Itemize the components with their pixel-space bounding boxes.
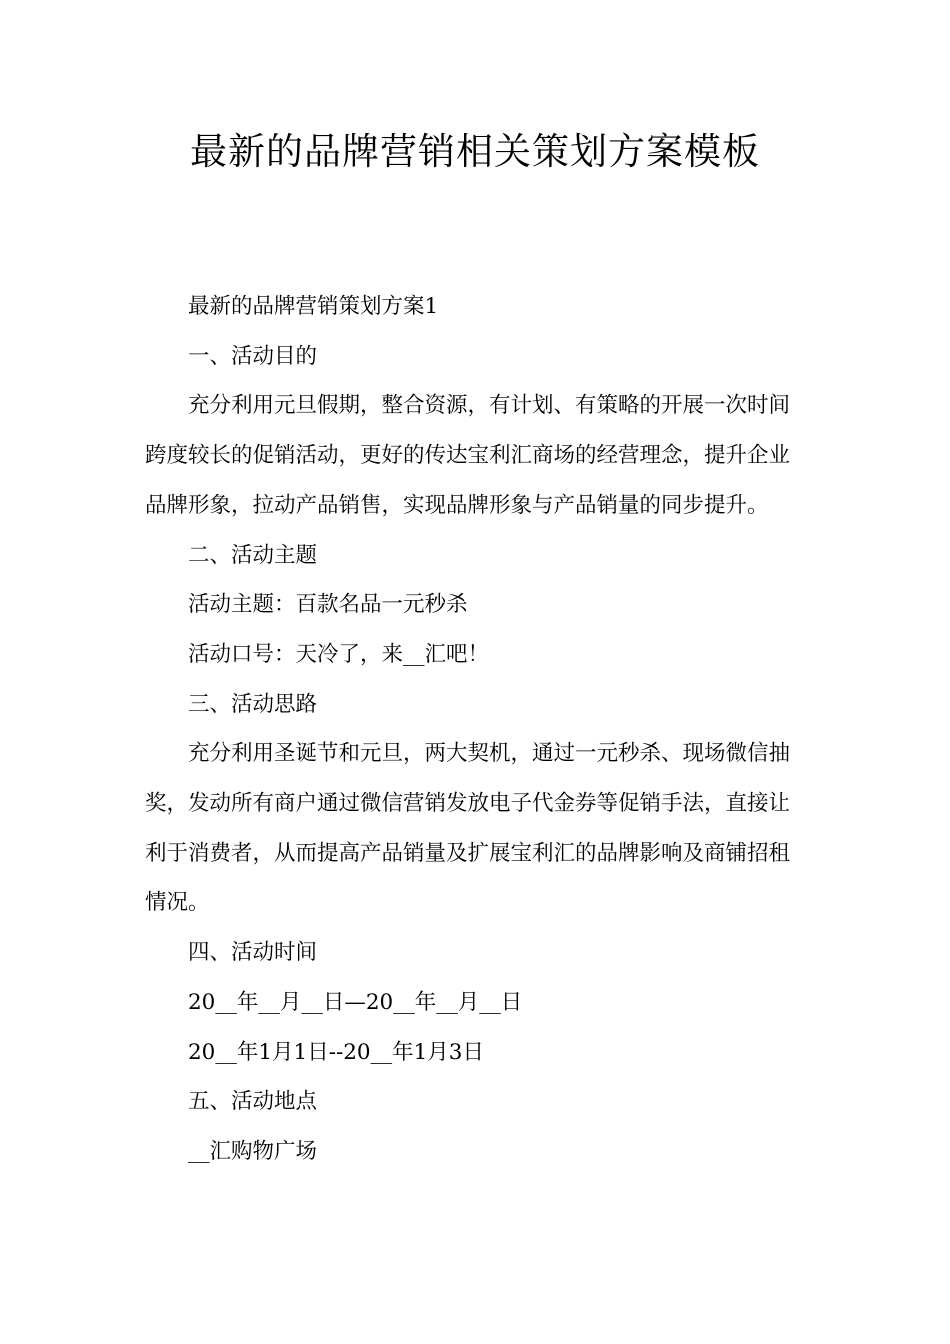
paragraph-time-template: 20__年__月__日—20__年__月__日 xyxy=(188,989,523,1015)
paragraph-approach: 充分利用圣诞节和元旦，两大契机，通过一元秒杀、现场微信抽奖，发动所有商户通过微信营销发放电子代金券等促销手法，直接让利于消费者，从而提高产品销量及扩展宝利汇的品牌影响及商铺招租情况。 xyxy=(145,741,791,916)
plan-heading: 最新的品牌营销策划方案1 xyxy=(188,294,439,319)
paragraph-location: __汇购物广场 xyxy=(188,1138,318,1164)
section-heading-theme: 二、活动主题 xyxy=(188,542,318,568)
section-heading-approach: 三、活动思路 xyxy=(188,691,318,717)
section-heading-purpose: 一、活动目的 xyxy=(188,343,318,369)
paragraph-time-dates: 20__年1月1日--20__年1月3日 xyxy=(188,1039,484,1065)
paragraph-slogan: 活动口号：天冷了，来__汇吧！ xyxy=(188,641,490,667)
paragraph-purpose: 充分利用元旦假期，整合资源，有计划、有策略的开展一次时间跨度较长的促销活动，更好的传达宝利汇商场的经营理念，提升企业品牌形象，拉动产品销售，实现品牌形象与产品销量的同步提升。 xyxy=(145,393,791,518)
section-heading-time: 四、活动时间 xyxy=(188,940,318,966)
document-title: 最新的品牌营销相关策划方案模板 xyxy=(190,130,760,173)
paragraph-theme: 活动主题：百款名品一元秒杀 xyxy=(188,592,468,618)
document-body xyxy=(145,282,805,1177)
section-heading-location: 五、活动地点 xyxy=(188,1089,318,1115)
